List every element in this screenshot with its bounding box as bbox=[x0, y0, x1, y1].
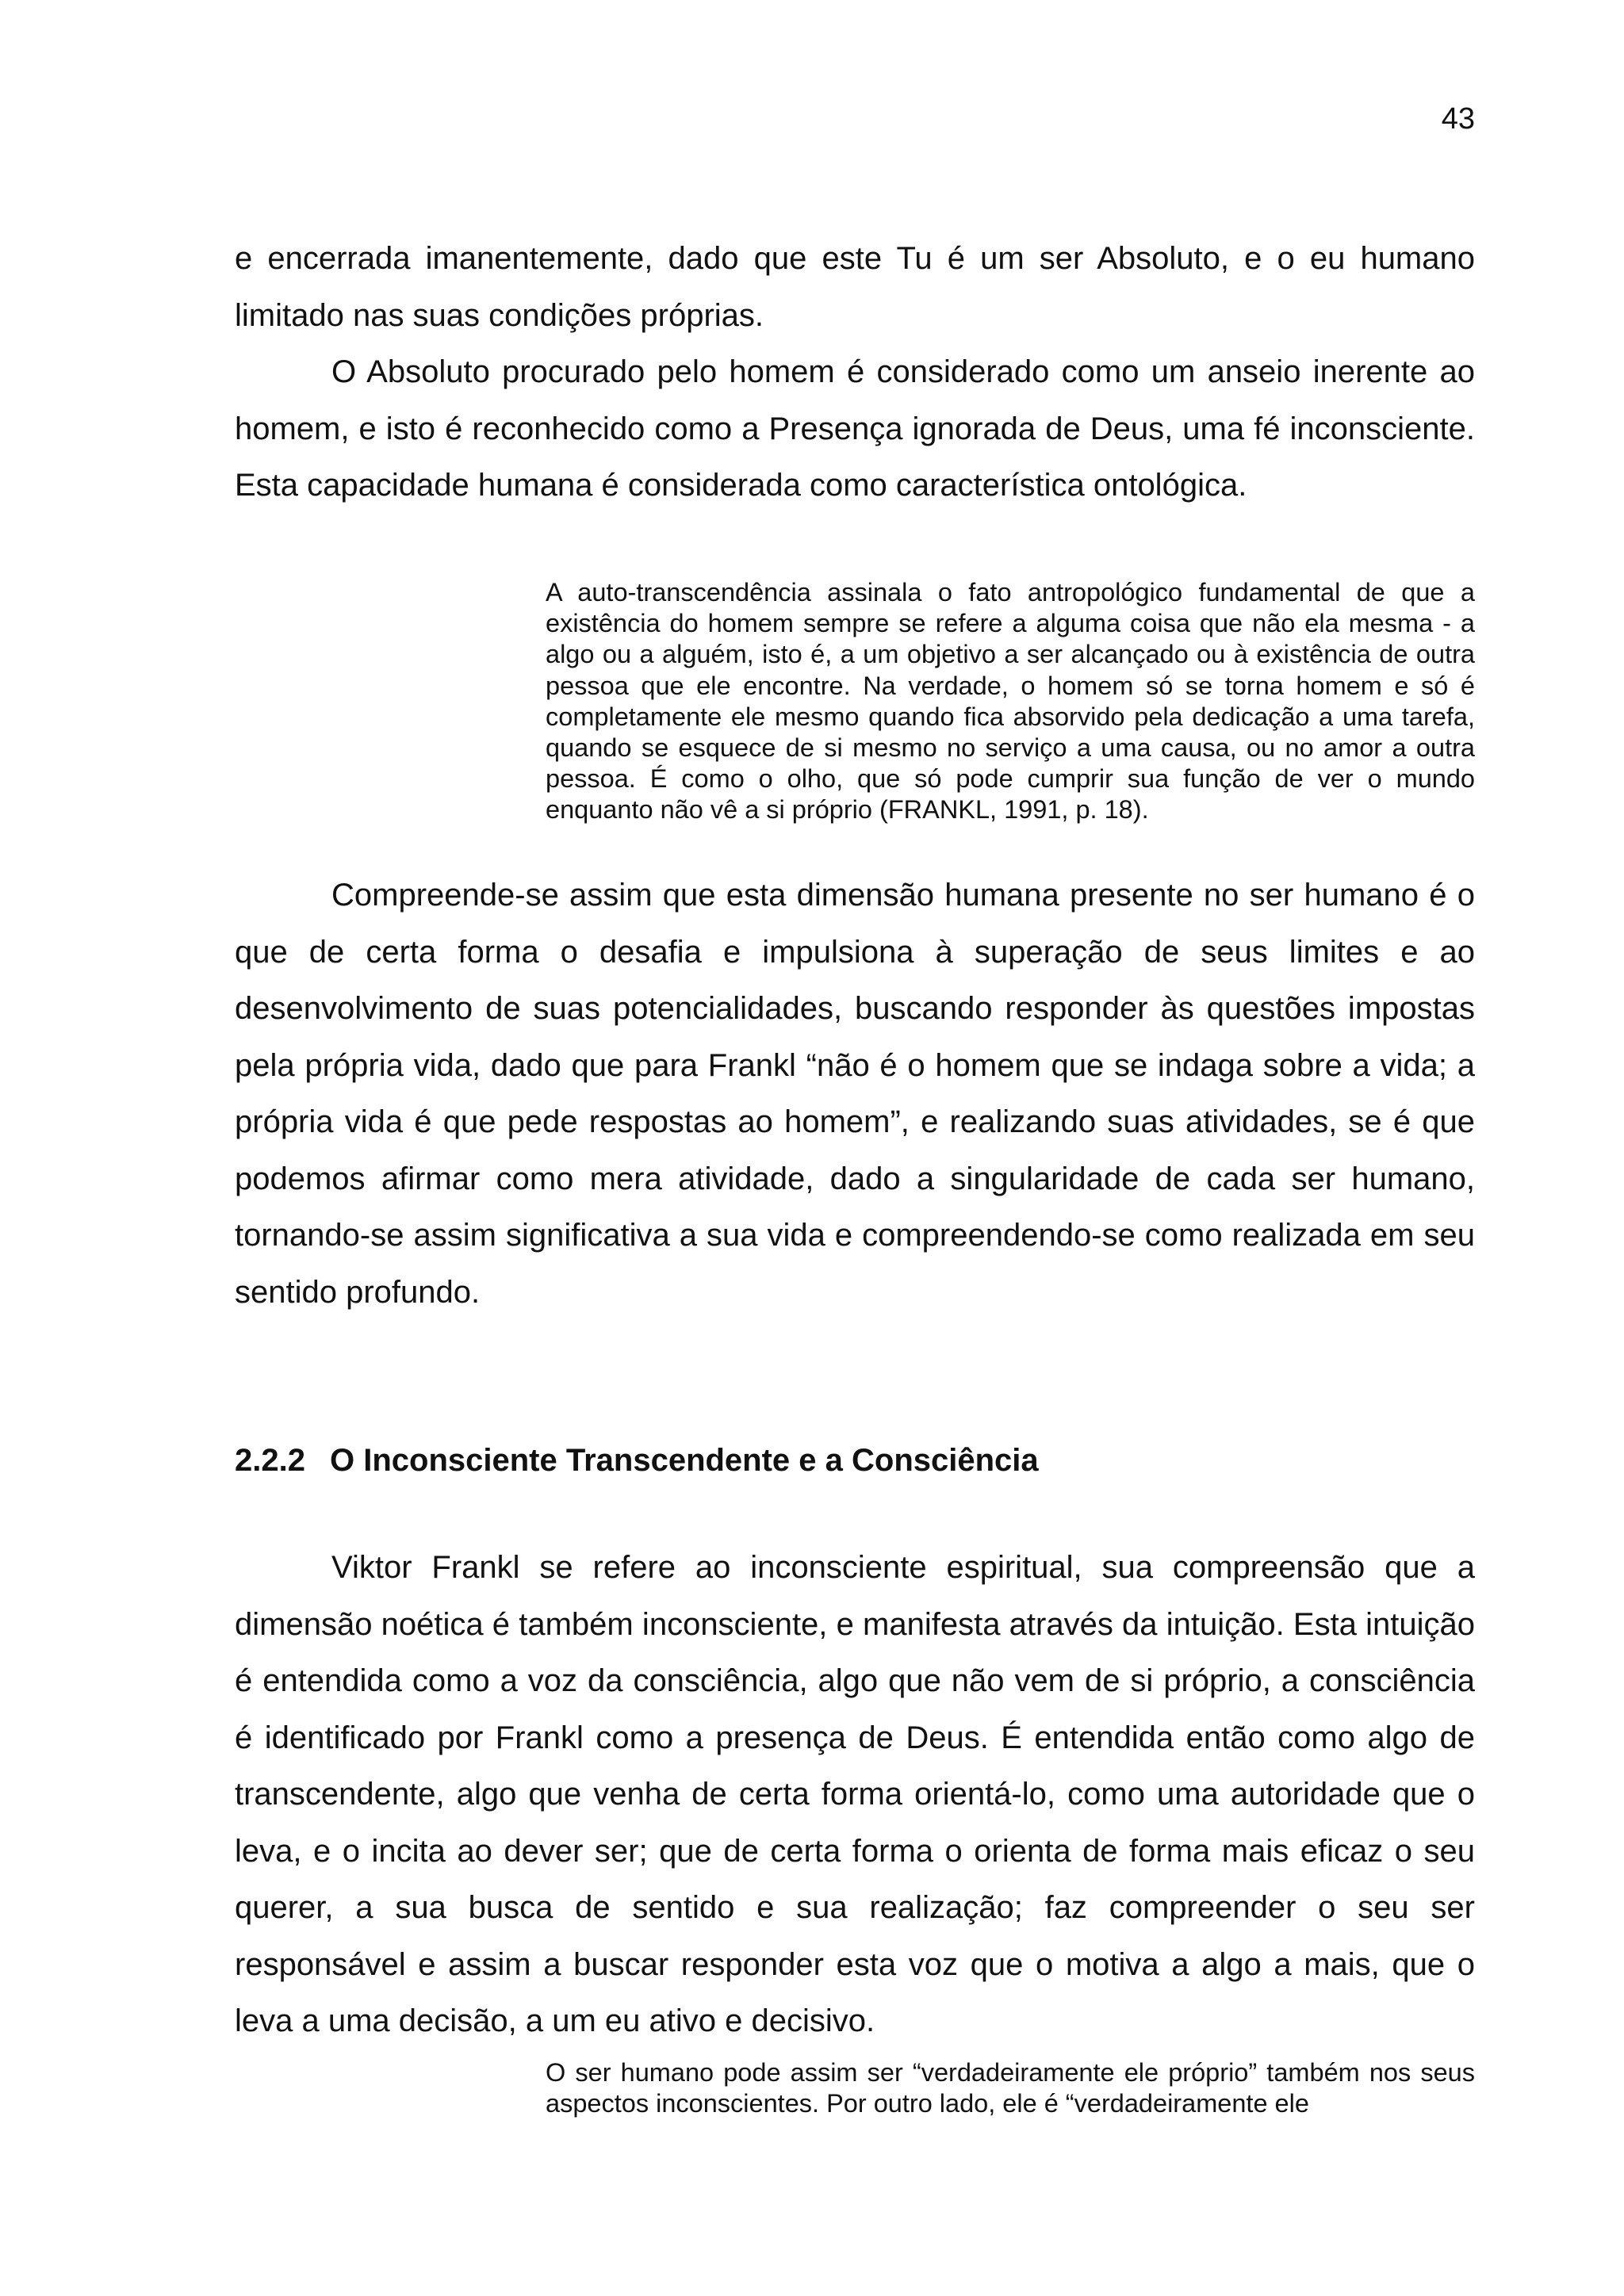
paragraph-absolute: O Absoluto procurado pelo homem é considerado como um anseio inerente ao homem, e isto é reconhecido como a Presença ignorada de Deus, uma fé inconsciente. Esta capacidade humana é considerada como característica ontológica. bbox=[235, 354, 1475, 503]
section-number: 2.2.2 bbox=[235, 1443, 305, 1478]
paragraph-spiritual-unconscious: Viktor Frankl se refere ao inconsciente espiritual, sua compreensão que a dimensão noética é também inconsciente, e manifesta através da intuição. Esta intuição é entendida como a voz da consciência, algo que não vem de si próprio, a consciência é identificado por Frankl como a presença de Deus. É entendida então como algo de transcendente, algo que venha de certa forma orientá-lo, como uma autoridade que o leva, e o incita ao dever ser; que de certa forma o orienta de forma mais eficaz o seu querer, a sua busca de sentido e sua realização; faz compreender o seu ser responsável e assim a buscar responder esta voz que o motiva a algo a mais, que o leva a uma decisão, a um eu ativo e decisivo. bbox=[235, 1550, 1475, 2038]
section-heading bbox=[235, 1435, 1039, 1486]
block-quote-frankl: A auto-transcendência assinala o fato antropológico fundamental de que a existência do homem sempre se refere a alguma coisa que não ela mesma - a algo ou a alguém, isto é, a um objetivo a ser alcançado ou à existência de outra pessoa que ele encontre. Na verdade, o homem só se torna homem e só é completamente ele mesmo quando fica absorvido pela dedicação a uma tarefa, quando se esquece de si mesmo no serviço a uma causa, ou no amor a outra pessoa. É como o olho, que só pode cumprir sua função de ver o mundo enquanto não vê a si próprio (FRANKL, 1991, p. 18). bbox=[546, 578, 1475, 825]
section-title: O Inconsciente Transcendente e a Consciência bbox=[330, 1443, 1039, 1478]
paragraph-continuation: e encerrada imanentemente, dado que este Tu é um ser Absoluto, e o eu humano limitado nas suas condições próprias. bbox=[235, 241, 1475, 333]
page-number: 43 bbox=[1441, 102, 1475, 136]
block-quote-continued: O ser humano pode assim ser “verdadeiramente ele próprio” também nos seus aspectos inconscientes. Por outro lado, ele é “verdadeiramente ele bbox=[546, 2058, 1475, 2118]
paragraph-human-dimension: Compreende-se assim que esta dimensão humana presente no ser humano é o que de certa forma o desafia e impulsiona à superação de seus limites e ao desenvolvimento de suas potencialidades, buscando responder às questões impostas pela própria vida, dado que para Frankl “não é o homem que se indaga sobre a vida; a própria vida é que pede respostas ao homem”, e realizando suas atividades, se é que podemos afirmar como mera atividade, dado a singularidade de cada ser humano, tornando-se assim significativa a sua vida e compreendendo-se como realizada em seu sentido profundo. bbox=[235, 878, 1475, 1310]
